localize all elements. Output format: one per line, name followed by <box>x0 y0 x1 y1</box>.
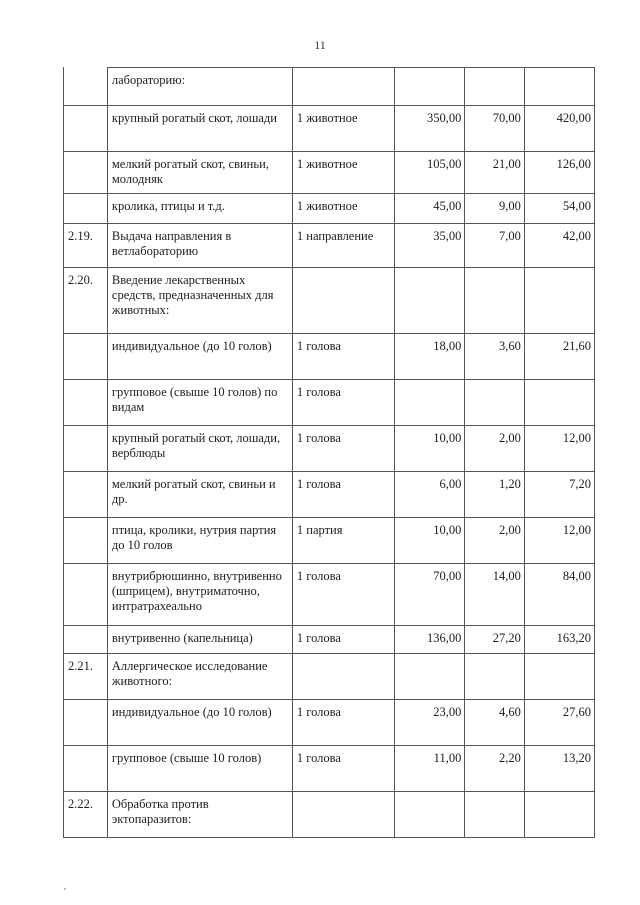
price-vat: 9,00 <box>465 194 525 224</box>
table-row <box>64 224 595 268</box>
table-row <box>64 518 595 564</box>
service-name: птица, кролики, нутрия партия до 10 голов <box>107 518 292 564</box>
price-vat: 2,20 <box>465 746 525 792</box>
price-base: 11,00 <box>395 746 465 792</box>
item-number <box>64 626 108 654</box>
price-base: 18,00 <box>395 334 465 380</box>
table-row <box>64 194 595 224</box>
item-number <box>64 194 108 224</box>
price-base: 350,00 <box>395 106 465 152</box>
price-base: 10,00 <box>395 426 465 472</box>
unit <box>292 792 394 838</box>
table-row <box>64 426 595 472</box>
price-total: 12,00 <box>524 426 594 472</box>
item-number <box>64 68 108 106</box>
unit: 1 голова <box>292 626 394 654</box>
unit: 1 голова <box>292 746 394 792</box>
price-base: 105,00 <box>395 152 465 194</box>
price-total <box>524 268 594 334</box>
price-vat <box>465 792 525 838</box>
item-number <box>64 472 108 518</box>
scan-speck <box>64 888 66 890</box>
price-total: 420,00 <box>524 106 594 152</box>
price-vat: 4,60 <box>465 700 525 746</box>
price-total: 12,00 <box>524 518 594 564</box>
page-number: 11 <box>314 38 326 52</box>
unit: 1 голова <box>292 334 394 380</box>
service-name: групповое (свыше 10 голов) по видам <box>107 380 292 426</box>
price-base <box>395 268 465 334</box>
table-row <box>64 68 595 106</box>
unit <box>292 654 394 700</box>
service-name: внутрибрюшинно, внутривенно (шприцем), внутриматочно, интратрахеально <box>107 564 292 626</box>
price-total: 126,00 <box>524 152 594 194</box>
price-vat: 3,60 <box>465 334 525 380</box>
unit: 1 голова <box>292 380 394 426</box>
price-vat <box>465 268 525 334</box>
price-total: 21,60 <box>524 334 594 380</box>
price-base: 136,00 <box>395 626 465 654</box>
table-row <box>64 152 595 194</box>
price-vat <box>465 654 525 700</box>
service-name: мелкий рогатый скот, свиньи, молодняк <box>107 152 292 194</box>
service-name: кролика, птицы и т.д. <box>107 194 292 224</box>
table-row <box>64 700 595 746</box>
service-name: внутривенно (капельница) <box>107 626 292 654</box>
table-row <box>64 792 595 838</box>
unit: 1 партия <box>292 518 394 564</box>
price-base: 10,00 <box>395 518 465 564</box>
table-row <box>64 380 595 426</box>
price-base <box>395 792 465 838</box>
price-total: 163,20 <box>524 626 594 654</box>
item-number <box>64 380 108 426</box>
price-total <box>524 792 594 838</box>
price-vat: 2,00 <box>465 518 525 564</box>
table-row <box>64 746 595 792</box>
service-name: Выдача направления в ветлабораторию <box>107 224 292 268</box>
price-base <box>395 68 465 106</box>
price-base: 23,00 <box>395 700 465 746</box>
price-vat: 2,00 <box>465 426 525 472</box>
item-number <box>64 334 108 380</box>
table-row <box>64 626 595 654</box>
item-number: 2.22. <box>64 792 108 838</box>
unit: 1 голова <box>292 564 394 626</box>
price-total <box>524 380 594 426</box>
table-row <box>64 654 595 700</box>
price-vat: 7,00 <box>465 224 525 268</box>
item-number <box>64 746 108 792</box>
service-name: индивидуальное (до 10 голов) <box>107 334 292 380</box>
price-total: 7,20 <box>524 472 594 518</box>
table-row <box>64 564 595 626</box>
item-number <box>64 426 108 472</box>
unit <box>292 268 394 334</box>
price-total: 27,60 <box>524 700 594 746</box>
unit: 1 животное <box>292 152 394 194</box>
service-name: групповое (свыше 10 голов) <box>107 746 292 792</box>
price-total <box>524 654 594 700</box>
unit: 1 голова <box>292 700 394 746</box>
unit: 1 голова <box>292 426 394 472</box>
service-name: Обработка против эктопаразитов: <box>107 792 292 838</box>
price-base: 70,00 <box>395 564 465 626</box>
service-name: мелкий рогатый скот, свиньи и др. <box>107 472 292 518</box>
unit: 1 животное <box>292 194 394 224</box>
price-total: 42,00 <box>524 224 594 268</box>
table-row <box>64 106 595 152</box>
price-base <box>395 380 465 426</box>
item-number <box>64 152 108 194</box>
unit <box>292 68 394 106</box>
service-name: индивидуальное (до 10 голов) <box>107 700 292 746</box>
service-name: Введение лекарственных средств, предназначенных для животных: <box>107 268 292 334</box>
price-base: 45,00 <box>395 194 465 224</box>
item-number <box>64 564 108 626</box>
item-number <box>64 518 108 564</box>
unit: 1 направление <box>292 224 394 268</box>
price-base: 35,00 <box>395 224 465 268</box>
item-number: 2.21. <box>64 654 108 700</box>
service-name: крупный рогатый скот, лошади, верблюды <box>107 426 292 472</box>
price-vat: 21,00 <box>465 152 525 194</box>
unit: 1 голова <box>292 472 394 518</box>
price-vat: 27,20 <box>465 626 525 654</box>
price-base: 6,00 <box>395 472 465 518</box>
item-number <box>64 700 108 746</box>
item-number: 2.19. <box>64 224 108 268</box>
table-row <box>64 268 595 334</box>
service-name: Аллергическое исследование животного: <box>107 654 292 700</box>
table-row <box>64 334 595 380</box>
price-vat: 14,00 <box>465 564 525 626</box>
price-vat <box>465 380 525 426</box>
price-total <box>524 68 594 106</box>
price-total: 84,00 <box>524 564 594 626</box>
service-name: крупный рогатый скот, лошади <box>107 106 292 152</box>
price-vat <box>465 68 525 106</box>
service-name: лабораторию: <box>107 68 292 106</box>
price-vat: 70,00 <box>465 106 525 152</box>
price-table <box>63 67 595 838</box>
item-number <box>64 106 108 152</box>
price-vat: 1,20 <box>465 472 525 518</box>
price-total: 54,00 <box>524 194 594 224</box>
table-row <box>64 472 595 518</box>
unit: 1 животное <box>292 106 394 152</box>
price-base <box>395 654 465 700</box>
price-total: 13,20 <box>524 746 594 792</box>
item-number: 2.20. <box>64 268 108 334</box>
